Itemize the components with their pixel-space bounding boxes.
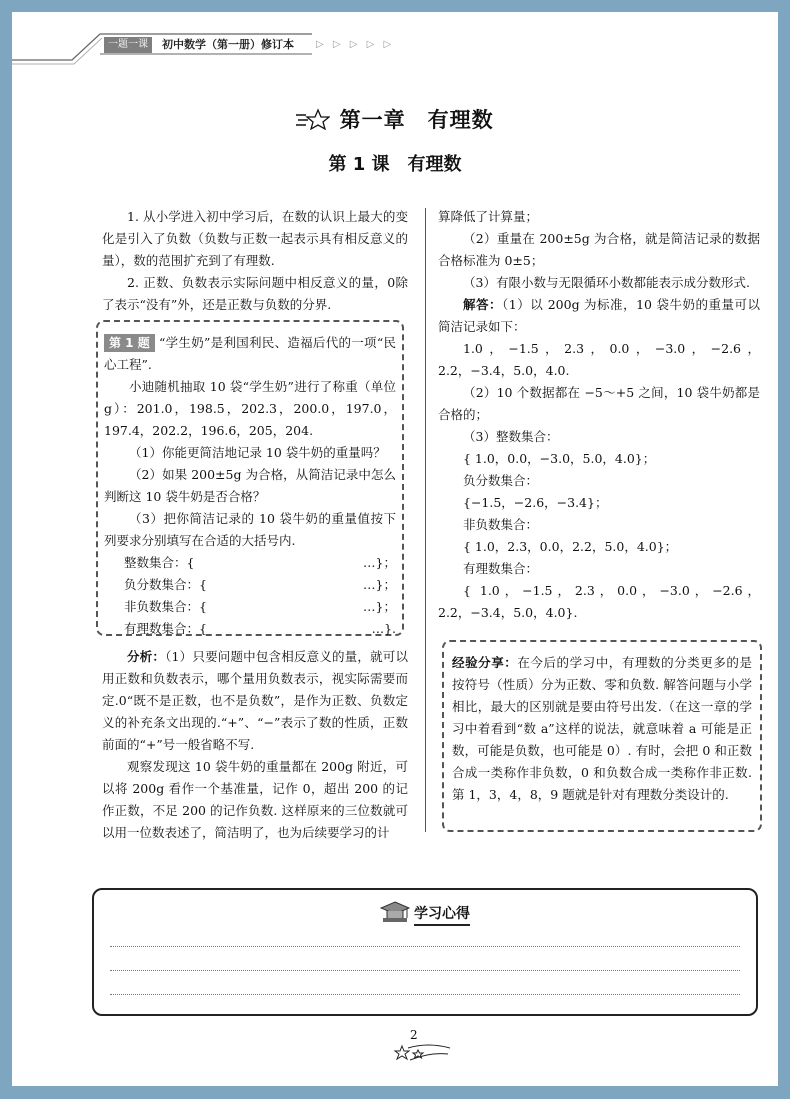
set-row: [104, 596, 396, 618]
set-end: …}；: [363, 577, 396, 592]
intro-paragraph: 2. 正数、负数表示实际问题中相反意义的量，0除了表示“没有”外，还是正数与负数的分界.: [102, 275, 408, 312]
solution-paragraph-2: （2）10 个数据都在 −5～+5 之间，10 袋牛奶都是合格的；: [438, 385, 760, 422]
experience-label: 经验分享：: [452, 655, 518, 670]
problem-question-1: （1）你能更简洁地记录 10 袋牛奶的重量吗？: [129, 445, 386, 460]
analysis-paragraph-5: （3）有限小数与无限循环小数都能表示成分数形式.: [463, 275, 750, 290]
problem-lead: [104, 332, 396, 376]
analysis-paragraph-4: （2）重量在 200±5g 为合格，就是简洁记录的数据合格标准为 0±5；: [438, 231, 760, 268]
study-notes-title: [94, 900, 756, 928]
note-line: [110, 994, 740, 995]
experience-text: 在今后的学习中，有理数的分类更多的是按符号（性质）分为正数、零和负数. 解答问题与小学相比，最大的区别就是要由符号出发.（在这一章的学习中着看到“数 a”这样的说法，就意味着 a 可能是正数，可能是负数，也可能是 0）. 有时，会把 0 和正数合成一类称作非负数，0 和负数合成一类称作非正数. 第 1，3，4，8，9 题就是针对有理数分类设计的.: [452, 655, 752, 802]
stars-icon: [296, 111, 337, 132]
set-row: [104, 618, 396, 640]
page-number: 2: [410, 1028, 418, 1042]
problem-tag: 第 1 题: [104, 334, 155, 352]
set-end: …}.: [371, 621, 396, 636]
non-negative-label: 非负数集合：: [463, 517, 539, 532]
set-end: …}；: [363, 599, 396, 614]
header-arrows: ▷ ▷ ▷ ▷ ▷: [316, 39, 395, 50]
solution-paragraph-1: [438, 294, 760, 338]
right-column: [438, 206, 760, 624]
intro-paragraph: 1. 从小学进入初中学习后，在数的认识上最大的变化是引入了负数（负数与正数一起表示具有相反意义的量），数的范围扩充到了有理数.: [102, 209, 408, 268]
book-title: 初中数学（第一册）修订本: [162, 38, 294, 51]
analysis-section: [102, 646, 408, 844]
set-label: 非负数集合：{: [124, 599, 207, 614]
set-end: …}；: [363, 555, 396, 570]
experience-box: [442, 640, 762, 832]
column-divider: [425, 208, 426, 832]
chapter-title-text: 第一章 有理数: [339, 108, 494, 132]
lesson-title: 第 1 课 有理数: [328, 154, 462, 175]
problem-question-2: （2）如果 200±5g 为合格，从简洁记录中怎么判断这 10 袋牛奶是否合格？: [104, 467, 396, 504]
analysis-text: （1）只要问题中包含相反意义的量，就可以用正数和负数表示，哪个量用负数表示，视实际需要而定.0“既不是正数，也不是负数”，是作为正数、负数定义的补充条文出现的.“+”、“−”表示了数的性质，正数前面的“+”号一般省略不写.: [102, 649, 408, 752]
integer-set: { 1.0，0.0，−3.0，5.0，4.0}；: [463, 451, 656, 466]
header-tag: 一题一课: [104, 37, 152, 53]
analysis-paragraph-3: 算降低了计算量；: [438, 209, 539, 224]
page: [12, 12, 778, 1086]
problem-body: 小迪随机抽取 10 袋“学生奶”进行了称重（单位 g）：201.0，198.5，202.3，200.0，197.0，197.4，202.2，196.6，205，204.: [104, 379, 396, 438]
solution-text: （1）以 200g 为标准，10 袋牛奶的重量可以简洁记录如下：: [438, 297, 760, 334]
problem-lead-text: “学生奶”是利国利民、造福后代的一项“民心工程”.: [104, 335, 396, 372]
note-line: [110, 946, 740, 947]
chapter-title: [12, 104, 778, 134]
rational-label: 有理数集合：: [463, 561, 539, 576]
set-label: 整数集合：{: [124, 555, 195, 570]
solution-label: 解答：: [463, 297, 503, 312]
analysis-paragraph-2: 观察发现这 10 袋牛奶的重量都在 200g 附近，可以将 200g 看作一个基准量，记作 0，超出 200 的记作正数，不足 200 的记作负数. 这样原来的三位数就可以用一位数表述了，简洁明了，也为后续要学习的计: [102, 759, 408, 840]
negative-fraction-label: 负分数集合：: [463, 473, 539, 488]
intro-section: [102, 206, 408, 316]
note-line: [110, 970, 740, 971]
study-notes-box: [92, 888, 758, 1016]
set-row: [104, 552, 396, 574]
graduation-cap-icon: [380, 900, 410, 928]
rational-set: { 1.0，−1.5，2.3，0.0，−3.0，−2.6，2.2，−3.4，5.0，4.0}.: [438, 583, 760, 620]
set-label: 有理数集合：{: [124, 621, 207, 636]
non-negative-set: { 1.0，2.3，0.0，2.2，5.0，4.0}；: [463, 539, 678, 554]
stars-ornament-icon: [392, 1040, 452, 1068]
set-label: 负分数集合：{: [124, 577, 207, 592]
negative-fraction-set: {−1.5，−2.6，−3.4}；: [463, 495, 608, 510]
problem-box: [96, 320, 404, 636]
experience-paragraph: [452, 652, 752, 806]
experience-content: [452, 652, 752, 806]
solution-paragraph-3: （3）整数集合：: [463, 429, 559, 444]
analysis-paragraph-1: [102, 646, 408, 756]
problem-question-3: （3）把你简洁记录的 10 袋牛奶的重量值按下列要求分别填写在合适的大括号内.: [104, 511, 396, 548]
set-row: [104, 574, 396, 596]
solution-values: 1.0，−1.5，2.3，0.0，−3.0，−2.6，2.2，−3.4，5.0，4.0.: [438, 341, 760, 378]
analysis-label: 分析：: [127, 649, 166, 664]
study-notes-title-text: 学习心得: [414, 906, 470, 926]
problem-content: [104, 332, 396, 640]
page-header: [12, 12, 778, 72]
